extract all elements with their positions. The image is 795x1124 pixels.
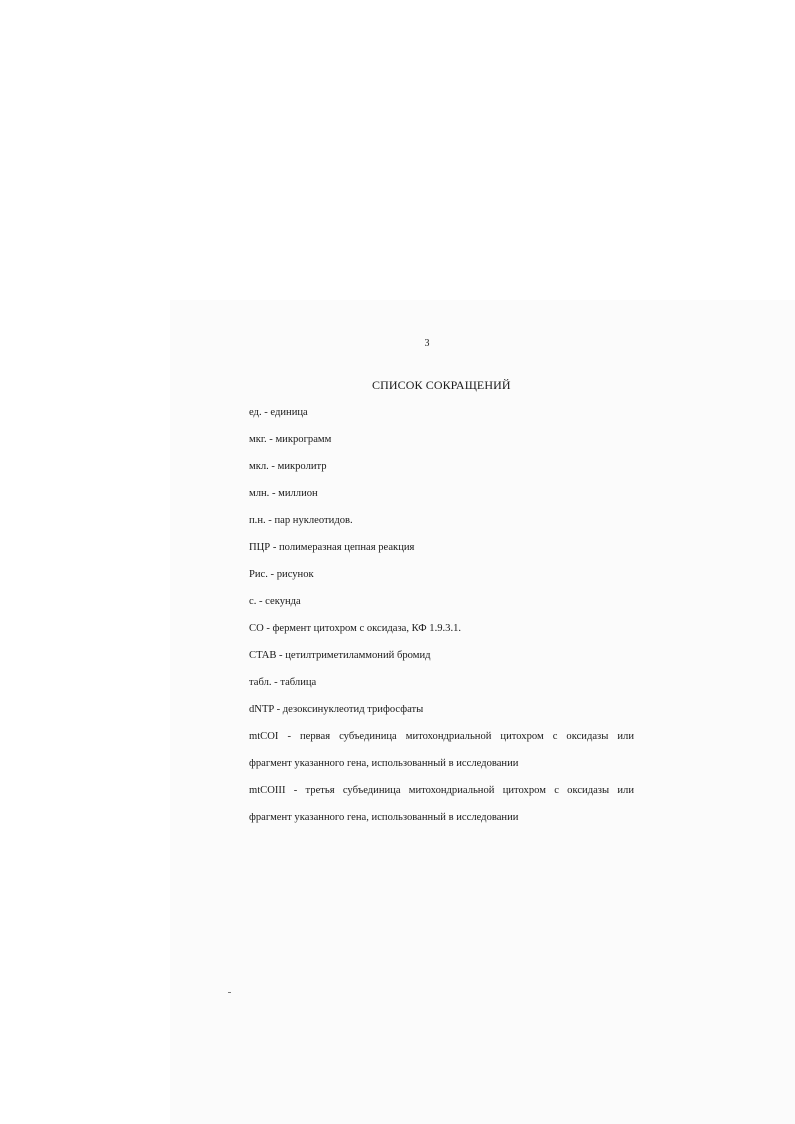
list-item: ПЦР - полимеразная цепная реакция <box>249 542 415 553</box>
list-item: мкл. - микролитр <box>249 461 327 472</box>
abbreviation-list <box>249 406 634 838</box>
list-item: с. - секунда <box>249 596 301 607</box>
list-item: табл. - таблица <box>249 677 317 688</box>
page-title: СПИСОК СОКРАЩЕНИЙ <box>372 378 511 392</box>
list-item-continuation: фрагмент указанного гена, использованный в исследовании <box>249 812 519 823</box>
list-item: Рис. - рисунок <box>249 569 314 580</box>
list-item: mtCOI - первая субъединица митохондриальной цитохром с оксидазы или <box>249 731 634 742</box>
scan-speck <box>228 992 231 993</box>
list-item: ед. - единица <box>249 407 308 418</box>
list-item: dNTP - дезоксинуклеотид трифосфаты <box>249 704 424 715</box>
list-item: мкг. - микрограмм <box>249 434 332 445</box>
list-item: CO - фермент цитохром с оксидаза, КФ 1.9.3.1. <box>249 623 462 634</box>
list-item: CTAB - цетилтриметиламмоний бромид <box>249 650 431 661</box>
list-item: млн. - миллион <box>249 488 318 499</box>
list-item: п.н. - пар нуклеотидов. <box>249 515 353 526</box>
page-number: 3 <box>424 338 430 349</box>
list-item-continuation: фрагмент указанного гена, использованный в исследовании <box>249 758 519 769</box>
list-item: mtCOIII - третья субъединица митохондриальной цитохром с оксидазы или <box>249 785 634 796</box>
